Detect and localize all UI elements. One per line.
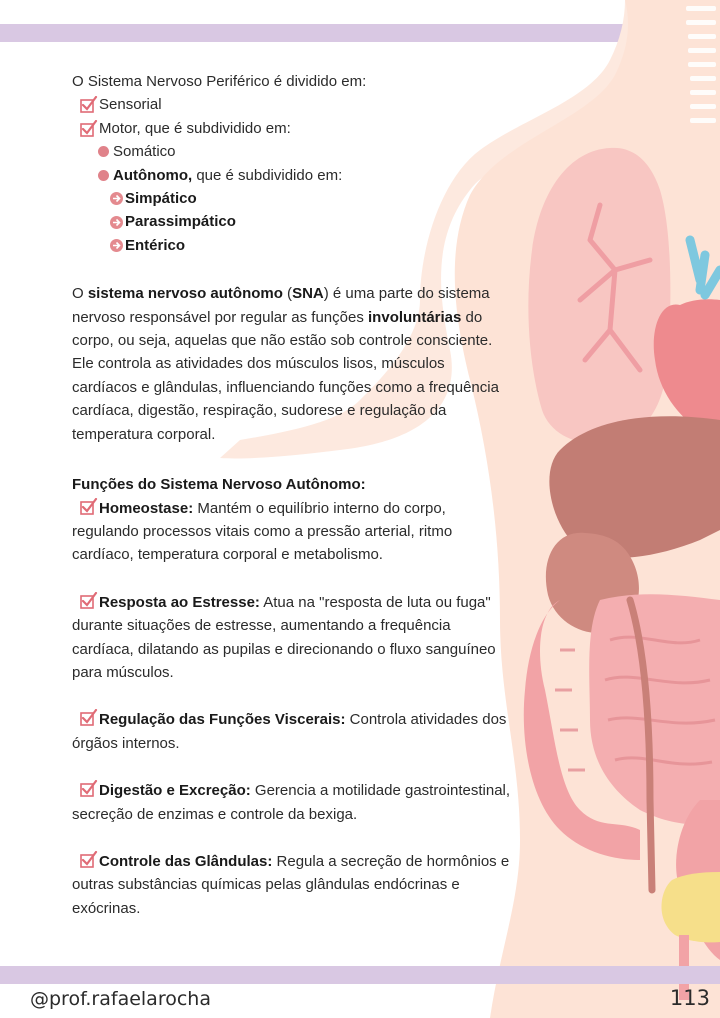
checkbox-checked-icon [80, 498, 98, 516]
list-item-autonomo: Autônomo, que é subdividido em: [72, 164, 512, 187]
list-item-simpatico: Simpático [72, 187, 512, 210]
function-item: Controle das Glândulas: Regula a secreção de hormônios e outras substâncias químicas pelas glândulas endócrinas e exócrinas. [72, 852, 510, 917]
checkbox-checked-icon [80, 780, 98, 798]
lung [528, 148, 670, 444]
spine [686, 6, 716, 123]
author-handle: @prof.rafaelarocha [30, 988, 211, 1010]
function-item: Resposta ao Estresse: Atua na "resposta de luta ou fuga" durante situações de estresse, aumentando a frequência cardíaca, dilatando as pupilas e direcionando o fluxo sanguíneo para músculos. [72, 593, 496, 681]
checkbox-checked-icon [80, 120, 98, 138]
bottom-decor-bar [0, 966, 720, 984]
checkbox-checked-icon [80, 851, 98, 869]
list-item-enterico: Entérico [72, 234, 512, 257]
arrow-right-circle-icon [110, 216, 123, 229]
checkbox-checked-icon [80, 96, 98, 114]
checkbox-checked-icon [80, 709, 98, 727]
intro-text: O Sistema Nervoso Periférico é dividido em: [72, 73, 367, 90]
function-item: Regulação das Funções Viscerais: Controla atividades dos órgãos internos. [72, 711, 507, 752]
list-item-motor: Motor, que é subdividido em: [72, 117, 512, 140]
functions-title: Funções do Sistema Nervoso Autônomo: [72, 476, 366, 494]
arrow-right-circle-icon [110, 239, 123, 252]
list-item-parassimpatico: Parassimpático [72, 210, 512, 233]
function-item: Homeostase: Mantém o equilíbrio interno do corpo, regulando processos vitais como a pressão arterial, ritmo cardíaco, temperatura corporal e metabolismo. [72, 499, 453, 564]
checkbox-checked-icon [80, 592, 98, 610]
page-number: 113 [669, 986, 710, 1010]
sna-paragraph: O sistema nervoso autônomo (SNA) é uma parte do sistema nervoso responsável por regular as funções involuntárias do corpo, ou seja, aquelas que não estão sob controle consciente. Ele controla as atividades dos músculos lisos, músculos cardíacos e glândulas, influenciando funções como a frequência cardíaca, digestão, respiração, sudorese e regulação da temperatura corporal. [72, 285, 499, 443]
list-item-sensorial: Sensorial [72, 93, 512, 116]
function-item: Digestão e Excreção: Gerencia a motilidade gastrointestinal, secreção de enzimas e controle da bexiga. [72, 782, 511, 823]
bullet-dot-icon [98, 170, 109, 181]
arrow-right-circle-icon [110, 192, 123, 205]
content [72, 70, 512, 920]
list-item-somatico: Somático [72, 140, 512, 163]
bullet-dot-icon [98, 146, 109, 157]
